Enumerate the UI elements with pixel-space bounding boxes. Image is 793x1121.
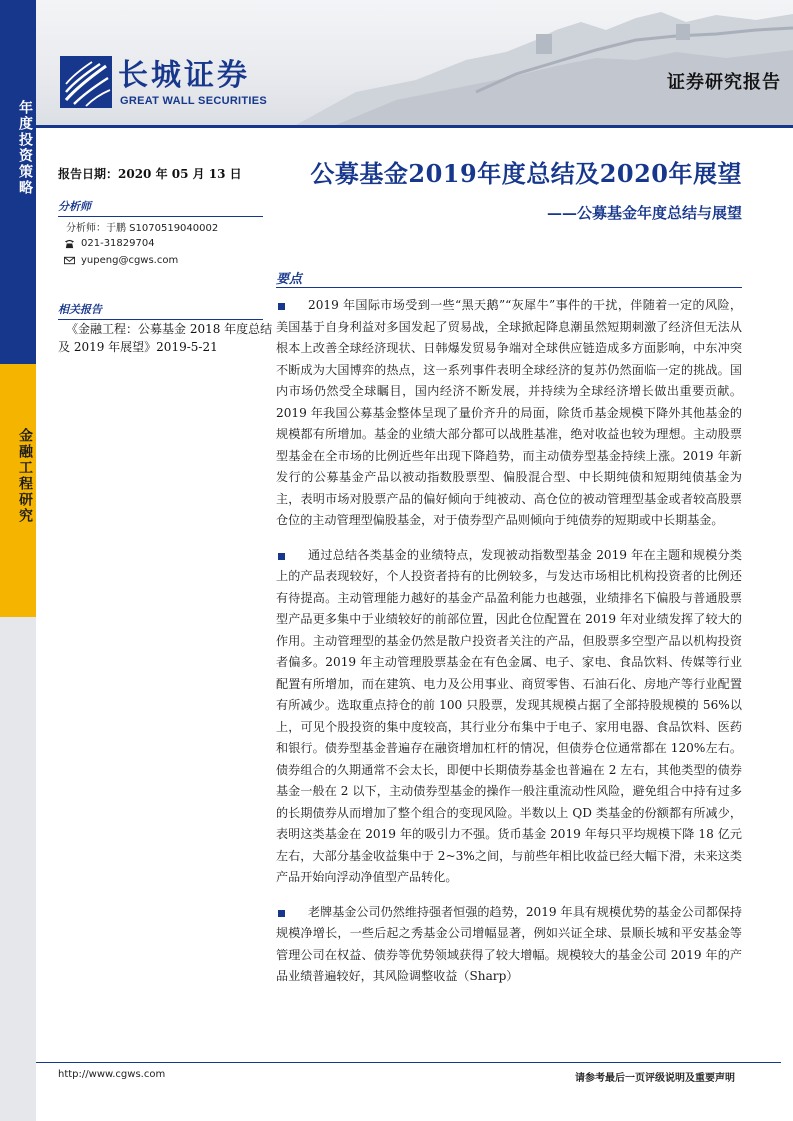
envelope-icon xyxy=(64,255,75,266)
report-date: 报告日期：2020 年 05 月 13 日 xyxy=(58,167,242,181)
email-row xyxy=(64,255,178,266)
key-point-text: 老牌基金公司仍然维持强者恒强的趋势，2019 年具有规模优势的基金公司都保持规模净增长，一些后起之秀基金公司增幅显著，例如兴证全球、景顺长城和平安基金等管理公司在权益、债券等优势领域获得了较大增幅。规模较大的基金公司 2019 年的产品业绩普遍较好，其风险调整收益（Sharp） xyxy=(276,904,742,983)
analyst-section-label: 分析师 xyxy=(58,198,263,217)
side-band-subcategory: 金融工程研究 xyxy=(17,428,33,524)
report-subtitle: ——公募基金年度总结与展望 xyxy=(546,204,742,222)
document-type: 证券研究报告 xyxy=(667,72,781,93)
page-header xyxy=(36,0,793,125)
key-points-heading: 要点 xyxy=(276,272,303,287)
key-points-body xyxy=(276,295,742,1001)
square-bullet-icon xyxy=(278,303,285,310)
logo-english-name: GREAT WALL SECURITIES xyxy=(120,95,268,107)
related-report-item[interactable]: 《金融工程：公募基金 2018 年度总结及 2019 年展望》2019-5-21 xyxy=(58,322,273,354)
square-bullet-icon xyxy=(278,553,285,560)
key-point-text: 通过总结各类基金的业绩特点，发现被动指数型基金 2019 年在主题和规模分类上的产品表现较好，个人投资者持有的比例较多，与发达市场相比机构投资者的比例还有待提高。主动管理能力越好的基金产品盈利能力也越强，业绩排名下偏股与普通股票型产品更多集中于业绩较好的前部位置，因此仓位配置在 2019 年对业绩发挥了较大的作用。主动管理型的基金仍然是散户投资者关注的产品，但股票多空型产品以机构投资者偏多。2019 年主动管理股票基金在有色金属、电子、家电、食品饮料、传媒等行业配置有所增加，而在建筑、电力及公用事业、商贸零售、石油石化、房地产等行业配置有所减少。选取重点持仓的前 100 只股票，发现其规模占据了全部持股规模的 56%以上，可见个股投资的集中度较高，其行业分布集中于电子、家用电器、食品饮料、医药和银行。债券型基金普遍存在融资增加杠杆的情况，但债券仓位通常都在 120%左右。债券组合的久期通常不会太长，即便中长期债券基金也普遍在 2 左右，其他类型的债券基金一般在 2 以下，主动债券型基金的操作一般注重流动性风险，避免组合中持有过多的长期债券从而增加了整个组合的变现风险。半数以上 QD 类基金的份额都有所减少，表明这类基金在 2019 年的吸引力不强。货币基金 2019 年每只平均规模下降 18 亿元左右，大部分基金收益集中于 2~3%之间，与前些年相比收益已经大幅下滑，未来这类产品开始向浮动净值型产品转化。 xyxy=(276,547,742,884)
report-title: 公募基金2019年度总结及2020年展望 xyxy=(310,159,742,188)
related-reports-label: 相关报告 xyxy=(58,301,263,320)
footer-website-link[interactable]: http://www.cgws.com xyxy=(58,1069,166,1080)
key-point-paragraph xyxy=(276,295,742,532)
phone-row xyxy=(64,238,155,249)
key-point-paragraph xyxy=(276,902,742,988)
footer-disclaimer-note: 请参考最后一页评级说明及重要声明 xyxy=(575,1073,735,1084)
analyst-name: 分析师：于鹏 S1070519040002 xyxy=(66,223,219,234)
email-address[interactable]: yupeng@cgws.com xyxy=(81,255,179,266)
key-points-divider xyxy=(276,287,742,288)
great-wall-logo-icon xyxy=(60,56,112,108)
phone-icon xyxy=(64,238,75,249)
header-divider xyxy=(36,125,793,128)
square-bullet-icon xyxy=(278,910,285,917)
logo-chinese-name: 长城证券 xyxy=(118,58,250,93)
key-point-paragraph xyxy=(276,545,742,889)
key-point-text: 2019 年国际市场受到一些“黑天鹅”“灰犀牛”事件的干扰，伴随着一定的风险，美国基于自身利益对多国发起了贸易战，全球掀起降息潮虽然短期刺激了经济但无法从根本上改善全球经济现状、日韩爆发贸易争端对全球供应链造成多方面影响，中东冲突不断成为大国博弈的热点，这一系列事件表明全球经济的复苏仍然面临一定的挑战。国内市场仍然受全球瞩目，国内经济不断发展，并持续为全球经济增长做出重要贡献。2019 年我国公募基金整体呈现了量价齐升的局面，除货币基金规模下降外其他基金的规模都有所增加。基金的业绩大部分都可以战胜基准，绝对收益也较为理想。主动股票型基金在全市场的比例近些年出现下降趋势，而主动债券型基金持续上涨。2019 年新发行的公募基金产品以被动指数股票型、偏股混合型、中长期纯债和短期纯债基金为主，表明市场对股票产品的偏好倾向于纯被动、高仓位的被动管理型基金或者较高股票仓位的主动管理型偏股基金，对于债券型产品则倾向于纯债券的短期或中长期基金。 xyxy=(276,298,742,527)
side-band-category: 年度投资策略 xyxy=(17,100,33,196)
side-band-gray xyxy=(0,617,36,1121)
footer-divider xyxy=(36,1062,781,1063)
phone-number: 021-31829704 xyxy=(81,238,155,249)
